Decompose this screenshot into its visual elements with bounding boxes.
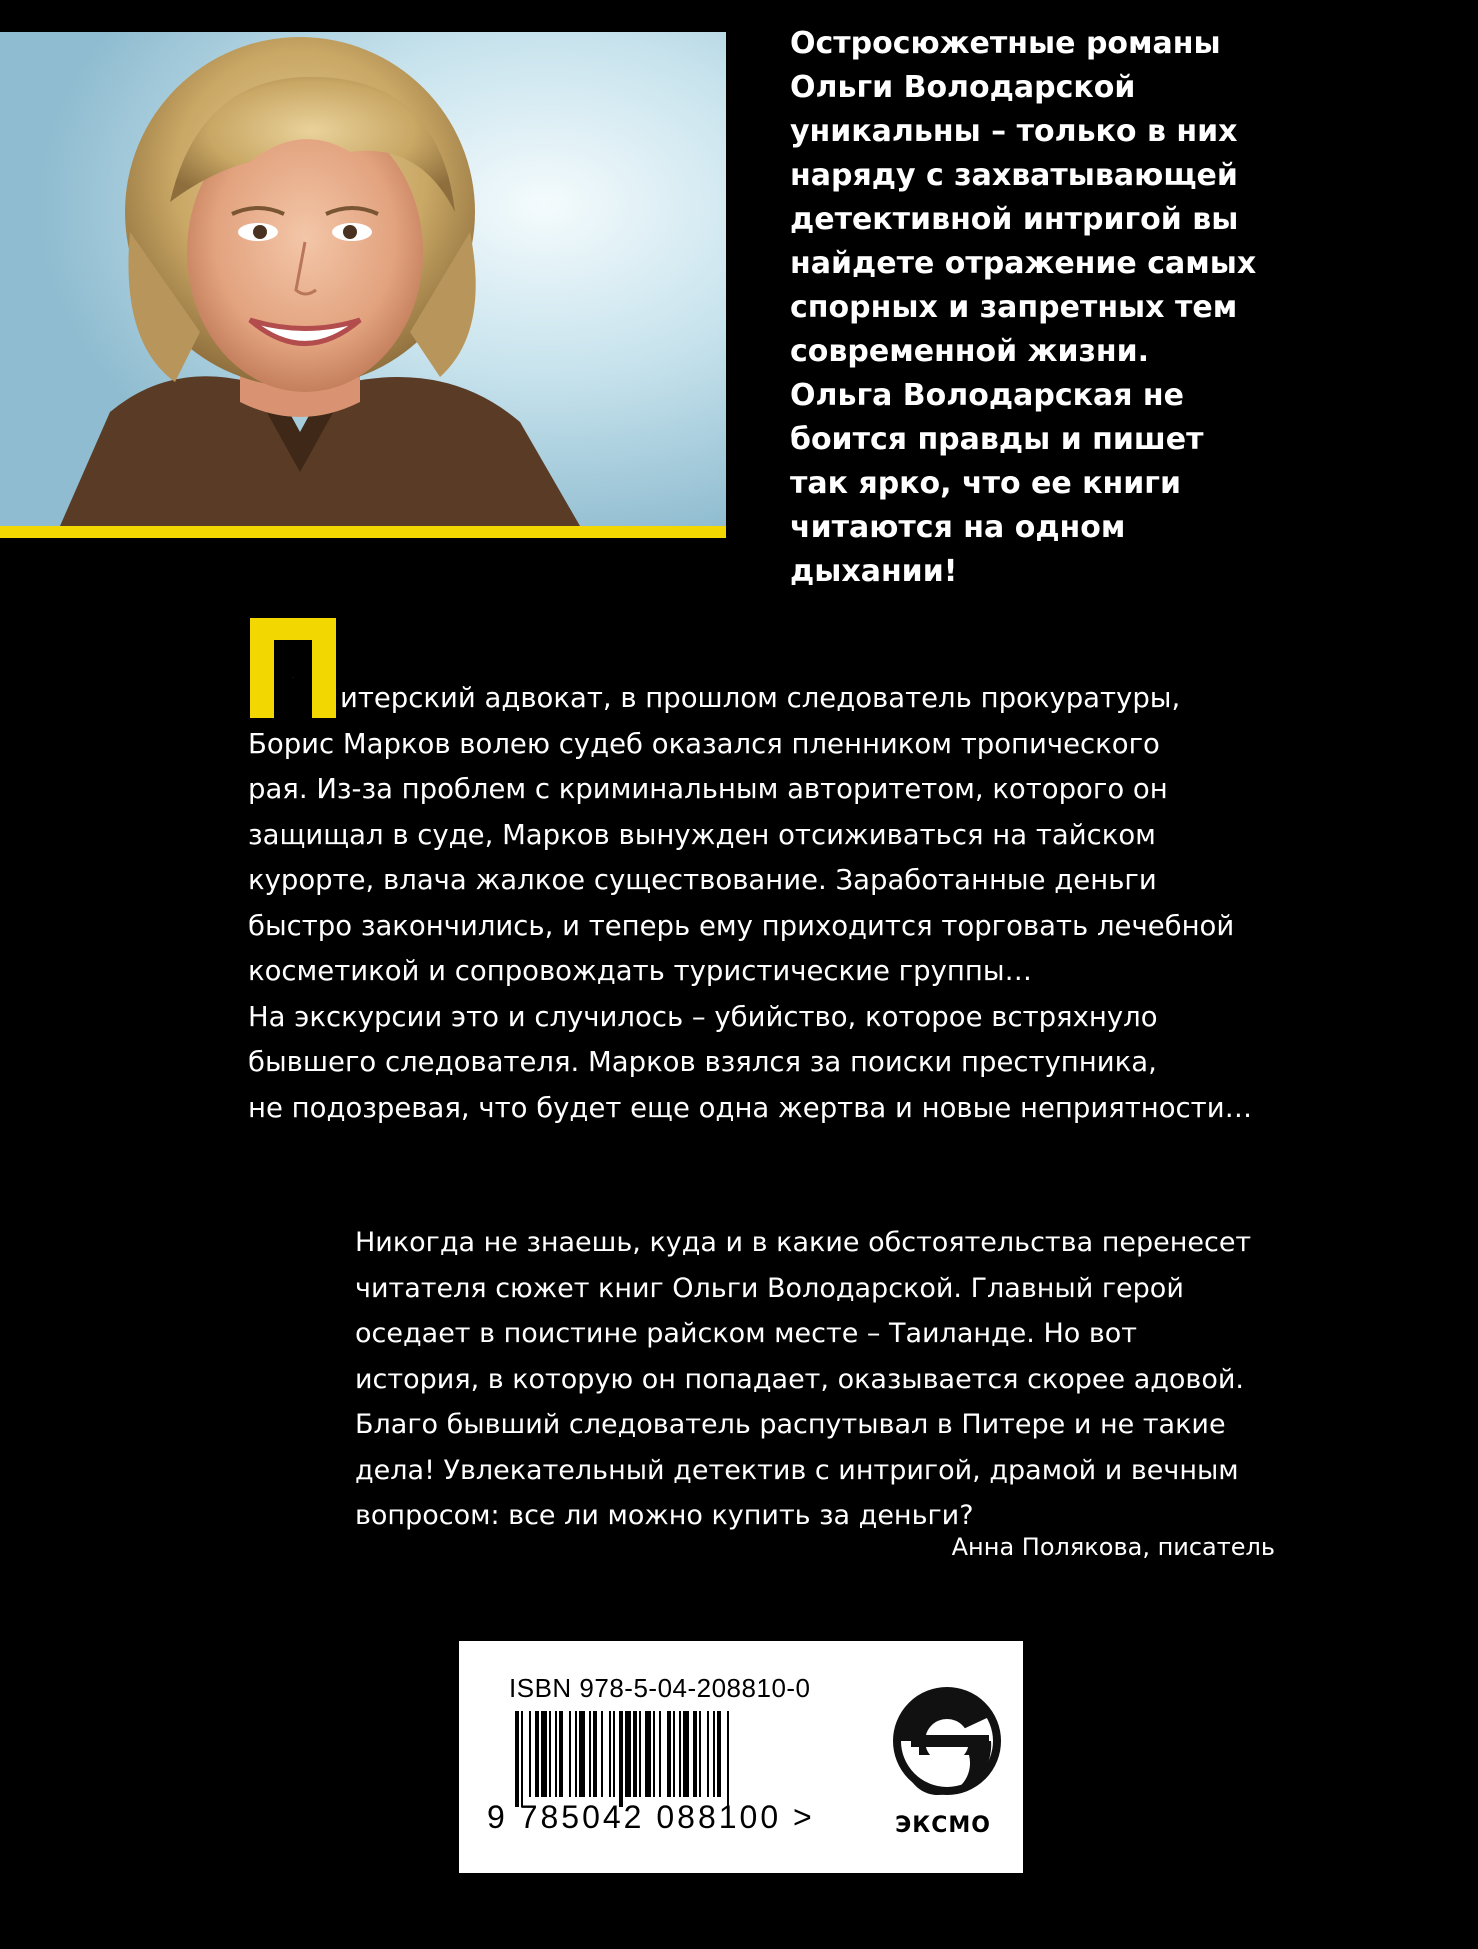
tagline-line: боится правды и пишет	[790, 422, 1204, 457]
barcode-bar	[529, 1711, 531, 1797]
tagline-line: найдете отражение самых	[790, 246, 1257, 281]
barcode-bar	[521, 1711, 523, 1807]
barcode-bar	[601, 1711, 603, 1797]
tagline-text	[790, 22, 1430, 594]
tagline-line: дыхании!	[790, 554, 958, 589]
synopsis-line: быстро закончились, и теперь ему приходится торговать лечебной	[248, 909, 1235, 942]
tagline-line: Остросюжетные романы	[790, 26, 1221, 61]
barcode-bar	[699, 1711, 701, 1797]
synopsis-line: защищал в суде, Марков вынужден отсиживаться на тайском	[248, 818, 1156, 851]
synopsis-line: рая. Из-за проблем с криминальным авторитетом, которого он	[248, 773, 1168, 805]
synopsis-line: курорте, влача жалкое существование. Заработанные деньги	[248, 864, 1157, 896]
review-line: Никогда не знаешь, куда и в какие обстоятельства перенесет	[355, 1227, 1252, 1258]
tagline-line: так ярко, что ее книги	[790, 466, 1181, 501]
review-quote	[355, 1220, 1415, 1539]
review-author: Анна Полякова, писатель	[951, 1533, 1275, 1561]
barcode-icon	[515, 1711, 815, 1807]
barcode-bar	[645, 1711, 651, 1797]
synopsis-line: не подозревая, что будет еще одна жертва и новые неприятности…	[248, 1091, 1253, 1124]
barcode-bar	[633, 1711, 637, 1797]
barcode-bar	[593, 1711, 597, 1797]
eksmo-logo-icon	[889, 1679, 1005, 1809]
barcode-bar	[727, 1711, 729, 1807]
review-line: Благо бывший следователь распутывал в Питере и не такие	[355, 1409, 1226, 1440]
tagline-line: спорных и запретных тем	[790, 290, 1238, 325]
barcode-bar	[549, 1711, 551, 1797]
review-line: история, в которую он попадает, оказывается скорее адовой.	[355, 1363, 1244, 1395]
tagline-line: читаются на одном	[790, 510, 1126, 545]
svg-text:П: П	[292, 678, 294, 679]
synopsis-line: Борис Марков волею судеб оказался пленником тропического	[248, 727, 1160, 760]
author-photo-frame	[0, 32, 726, 538]
author-portrait-illustration	[0, 32, 726, 526]
barcode-bar	[559, 1711, 563, 1797]
tagline-line: уникальны – только в них	[790, 114, 1238, 149]
isbn-label: ISBN 978-5-04-208810-0	[509, 1673, 811, 1703]
synopsis-line: косметикой и сопровождать туристические группы…	[248, 955, 1033, 987]
publisher-name: ЭКСМО	[895, 1813, 991, 1838]
barcode-bar	[613, 1711, 615, 1797]
barcode-bar	[679, 1711, 681, 1797]
barcode-bar	[683, 1711, 689, 1797]
tagline-line: Ольги Володарской	[790, 70, 1136, 105]
review-line: дела! Увлекательный детектив с интригой, драмой и вечным	[355, 1454, 1239, 1486]
review-line: читателя сюжет книг Ольги Володарской. Главный герой	[355, 1272, 1184, 1304]
barcode-bar	[693, 1711, 697, 1797]
synopsis-line: итерский адвокат, в прошлом следователь прокуратуры,	[340, 682, 1181, 714]
tagline-line: наряду с захватывающей	[790, 158, 1238, 193]
barcode-digits: 9 785042 088100 >	[487, 1799, 815, 1835]
synopsis-text	[248, 676, 1428, 1131]
review-line: оседает в поистине райском месте – Таиланде. Но вот	[355, 1318, 1138, 1349]
barcode-bar	[589, 1711, 591, 1797]
barcode-bar	[535, 1711, 539, 1797]
barcode-bar	[713, 1711, 715, 1797]
barcode-bar	[673, 1711, 675, 1797]
tagline-line: детективной интригой вы	[790, 202, 1239, 237]
barcode-bar	[707, 1711, 709, 1797]
tagline-line: современной жизни.	[790, 334, 1150, 369]
review-line: вопросом: все ли можно купить за деньги?	[355, 1500, 974, 1531]
barcode-bar	[579, 1711, 585, 1797]
synopsis-line: На экскурсии это и случилось – убийство, которое встряхнуло	[248, 1000, 1158, 1033]
tagline-line: Ольга Володарская не	[790, 378, 1184, 413]
barcode-bar	[541, 1711, 547, 1797]
barcode-bar	[667, 1711, 671, 1797]
barcode-panel	[459, 1641, 1023, 1873]
barcode-bar	[653, 1711, 655, 1797]
barcode-bar	[717, 1711, 721, 1797]
barcode-bar	[659, 1711, 661, 1797]
synopsis-line: бывшего следователя. Марков взялся за поиски преступника,	[248, 1046, 1157, 1078]
barcode-bar	[625, 1711, 631, 1797]
barcode-bar	[569, 1711, 571, 1797]
author-photo	[0, 32, 726, 526]
barcode-bar	[639, 1711, 641, 1797]
barcode-bar	[555, 1711, 557, 1797]
barcode-bar	[575, 1711, 577, 1797]
barcode-bar	[619, 1711, 623, 1807]
barcode-bar	[515, 1711, 519, 1807]
barcode-bar	[609, 1711, 611, 1797]
